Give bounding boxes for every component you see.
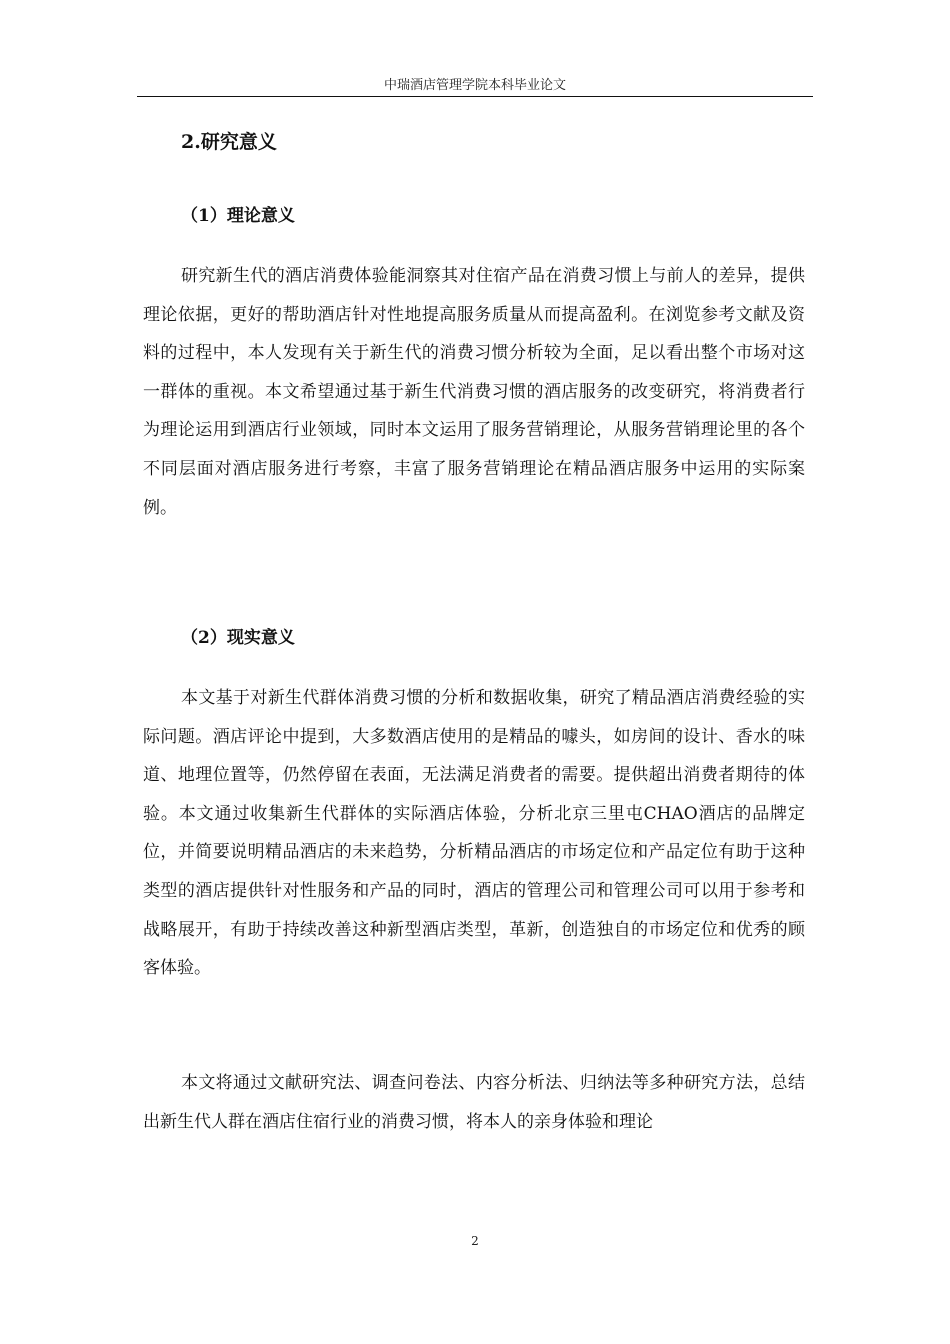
header-divider xyxy=(137,96,813,97)
running-header: 中瑞酒店管理学院本科毕业论文 xyxy=(383,78,566,93)
practice-paragraph-2: 本文将通过文献研究法、调查问卷法、内容分析法、归纳法等多种研究方法，总结出新生代人群在酒店住宿行业的消费习惯，将本人的亲身体验和理论 xyxy=(143,1073,805,1132)
theory-paragraph: 研究新生代的酒店消费体验能洞察其对住宿产品在消费习惯上与前人的差异，提供理论依据，更好的帮助酒店针对性地提高服务质量从而提高盈利。在浏览参考文献及资料的过程中，本人发现有关于新生代的消费习惯分析较为全面，足以看出整个市场对这一群体的重视。本文希望通过基于新生代消费习惯的酒店服务的改变研究，将消费者行为理论运用到酒店行业领域，同时本文运用了服务营销理论，从服务营销理论里的各个不同层面对酒店服务进行考察，丰富了服务营销理论在精品酒店服务中运用的实际案例。 xyxy=(143,266,805,518)
practice-paragraph-1: 本文基于对新生代群体消费习惯的分析和数据收集，研究了精品酒店消费经验的实际问题。酒店评论中提到，大多数酒店使用的是精品的噱头，如房间的设计、香水的味道、地理位置等，仍然停留在表面，无法满足消费者的需要。提供超出消费者期待的体验。本文通过收集新生代群体的实际酒店体验，分析北京三里屯CHAO酒店的品牌定位，并简要说明精品酒店的未来趋势，分析精品酒店的市场定位和产品定位有助于这种类型的酒店提供针对性服务和产品的同时，酒店的管理公司和管理公司可以用于参考和战略展开，有助于持续改善这种新型酒店类型，革新，创造独自的市场定位和优秀的顾客体验。 xyxy=(143,688,805,979)
page-number: 2 xyxy=(471,1234,479,1248)
section-title: 2.研究意义 xyxy=(181,131,277,153)
theory-heading: （1）理论意义 xyxy=(181,206,295,226)
practice-heading: （2）现实意义 xyxy=(181,628,295,648)
